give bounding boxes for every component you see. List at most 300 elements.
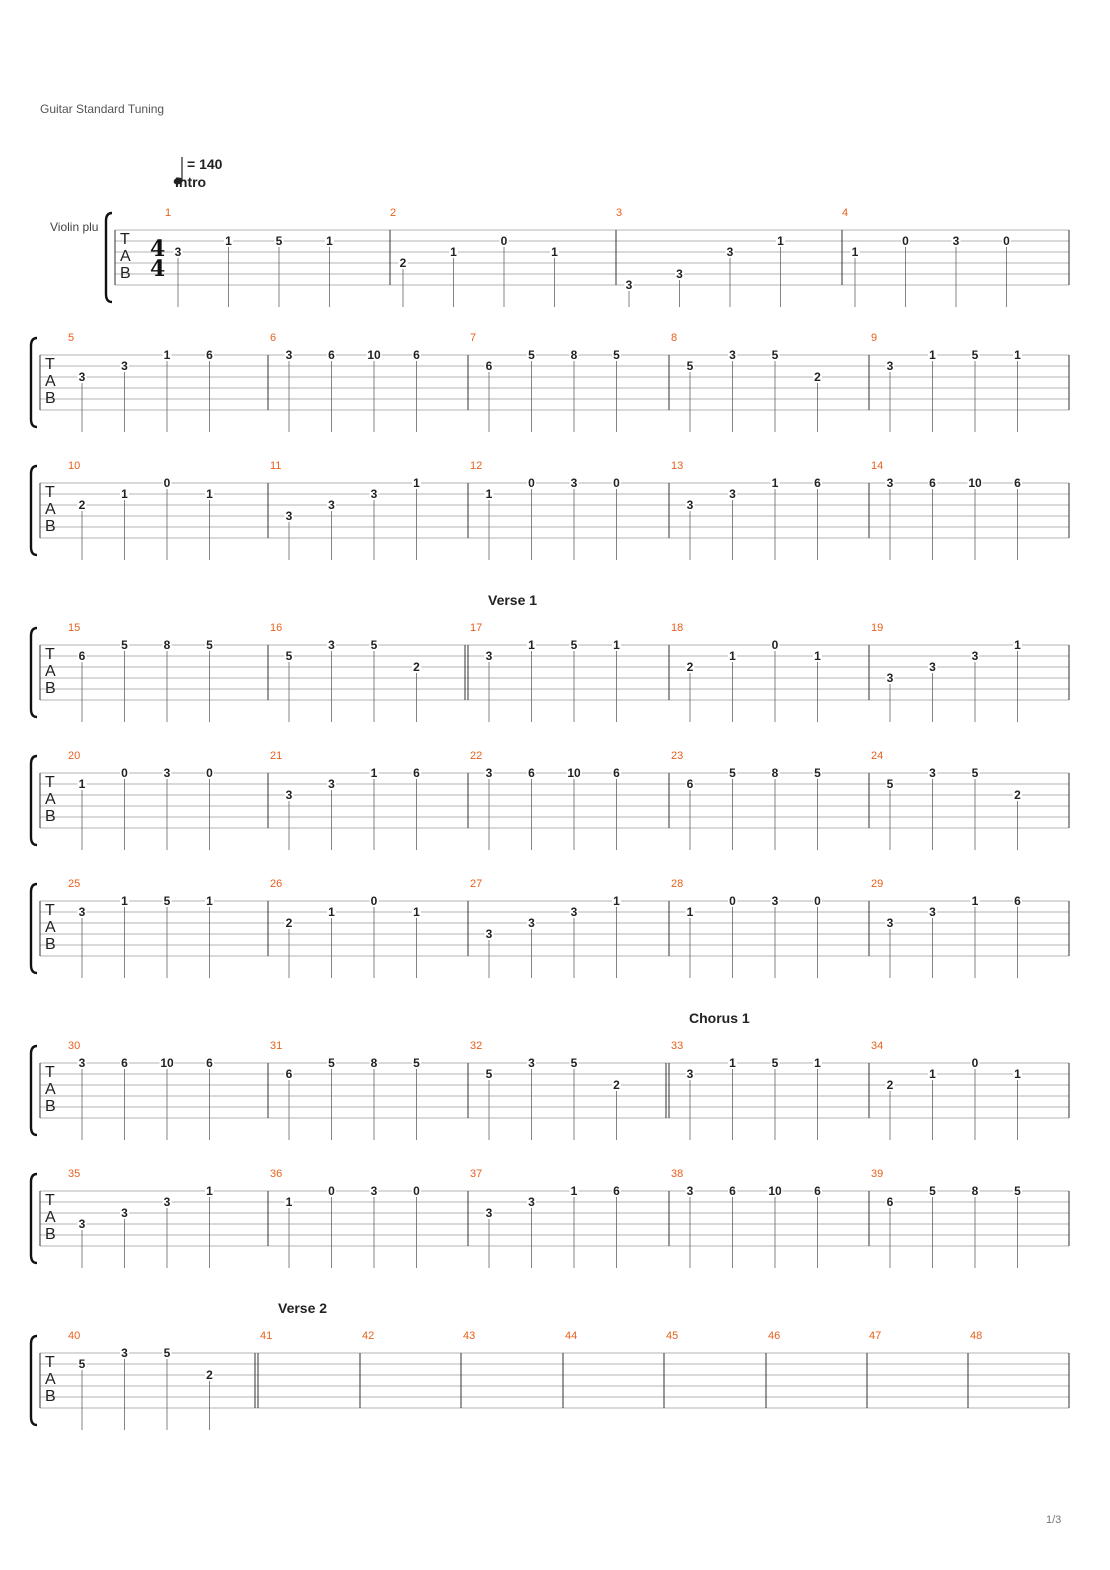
fret-number: 10 (567, 766, 581, 780)
fret-number: 5 (886, 777, 894, 791)
fret-number: 3 (78, 905, 86, 919)
tab-note (971, 649, 980, 722)
fret-number: 0 (814, 894, 821, 908)
measure-number: 10 (68, 460, 81, 472)
fret-number: 1 (328, 905, 335, 919)
tab-note (412, 348, 421, 432)
fret-number: 3 (485, 766, 493, 780)
tab-note (527, 1195, 536, 1268)
fret-number: 6 (413, 766, 420, 780)
tab-clef-letter: A (120, 248, 131, 265)
tab-note (570, 476, 579, 560)
fret-number: 2 (886, 1078, 894, 1092)
measure (968, 1330, 982, 1408)
fret-number: 1 (851, 245, 859, 259)
tab-note (325, 234, 334, 307)
tab-note (163, 638, 172, 722)
fret-number: 1 (729, 649, 736, 663)
tab-clef-letter: T (45, 1192, 55, 1209)
fret-number: 1 (285, 1195, 293, 1209)
fret-number: 5 (370, 638, 378, 652)
fret-number: 2 (78, 498, 86, 512)
fret-number: 6 (814, 1184, 821, 1198)
fret-number: 3 (285, 348, 293, 362)
fret-number: 3 (886, 476, 894, 490)
staff-system (31, 750, 1069, 850)
tab-clef-letter: B (45, 390, 56, 407)
fret-number: 5 (1014, 1184, 1021, 1198)
fret-number: 1 (570, 1184, 578, 1198)
tab-note (813, 649, 822, 722)
fret-number: 5 (413, 1056, 420, 1070)
tab-note (776, 234, 785, 307)
tab-note (163, 1195, 172, 1268)
tab-note (327, 905, 336, 978)
tab-note (163, 1346, 172, 1430)
measure (669, 332, 822, 432)
fret-number: 3 (370, 1184, 378, 1198)
measure-number: 15 (68, 622, 81, 634)
tab-note (886, 359, 895, 432)
fret-number: 10 (160, 1056, 174, 1070)
tab-note (971, 1056, 980, 1140)
fret-number: 3 (929, 905, 936, 919)
tab-note (771, 638, 780, 722)
tab-note (771, 348, 780, 432)
fret-number: 8 (163, 638, 171, 652)
tab-note (928, 348, 937, 432)
fret-number: 2 (1014, 788, 1021, 802)
tab-note (327, 348, 336, 432)
fret-number: 5 (163, 894, 171, 908)
tab-note (728, 487, 737, 560)
tab-note (886, 1078, 895, 1140)
fret-number: 1 (225, 234, 232, 248)
measure (869, 1040, 1022, 1140)
fret-number: 1 (485, 487, 493, 501)
tab-note (370, 894, 379, 978)
measure (268, 1040, 421, 1140)
tab-note (1013, 894, 1022, 978)
tab-note (285, 1195, 294, 1268)
system-bracket (31, 1174, 37, 1263)
tab-note (399, 256, 408, 307)
fret-number: 1 (771, 476, 779, 490)
tab-note (813, 370, 822, 432)
tab-clef-letter: T (120, 231, 130, 248)
fret-number: 1 (413, 476, 420, 490)
fret-number: 6 (686, 777, 694, 791)
staff-system (31, 592, 1069, 722)
fret-number: 5 (285, 649, 293, 663)
measure-number: 11 (270, 460, 282, 472)
tab-note (686, 777, 695, 850)
measure-number: 8 (671, 332, 678, 344)
tab-note (612, 1184, 621, 1268)
fret-number: 3 (528, 916, 535, 930)
tab-clef-letter: T (45, 1064, 55, 1081)
fret-number: 1 (814, 649, 821, 663)
fret-number: 3 (686, 498, 694, 512)
fret-number: 1 (370, 766, 378, 780)
tab-note (567, 766, 582, 850)
tab-note (78, 905, 87, 978)
measure-number: 37 (470, 1168, 483, 1180)
tab-clef-letter: A (45, 1081, 56, 1098)
fret-number: 1 (1014, 348, 1021, 362)
fret-number: 3 (686, 1067, 694, 1081)
tab-note (412, 660, 421, 722)
measure-number: 6 (270, 332, 277, 344)
tab-note (686, 498, 695, 560)
tab-note (78, 1056, 87, 1140)
fret-number: 10 (968, 476, 982, 490)
fret-number: 5 (686, 359, 694, 373)
tab-note (813, 894, 822, 978)
tab-note (205, 766, 214, 850)
tab-clef-letter: B (45, 1388, 56, 1405)
fret-number: 0 (413, 1184, 420, 1198)
fret-number: 3 (328, 498, 335, 512)
fret-number: 3 (121, 1346, 128, 1360)
tab-note (813, 476, 822, 560)
measure (68, 1330, 214, 1430)
measure (268, 622, 421, 722)
staff-system (31, 460, 1069, 560)
measure (68, 460, 214, 560)
measure (616, 207, 785, 307)
fret-number: 1 (777, 234, 784, 248)
tab-note (625, 278, 634, 307)
tab-note (205, 348, 214, 432)
measure-number: 46 (768, 1330, 781, 1342)
fret-number: 6 (613, 1184, 620, 1198)
tab-clef-letter: T (45, 774, 55, 791)
tab-note (851, 245, 860, 307)
tab-note (768, 1184, 783, 1268)
measure (468, 750, 621, 850)
tab-note (174, 245, 183, 307)
fret-number: 6 (1014, 894, 1021, 908)
tab-note (370, 487, 379, 560)
tab-note (163, 348, 172, 432)
fret-number: 3 (729, 348, 736, 362)
fret-number: 0 (206, 766, 213, 780)
tab-note (78, 370, 87, 432)
measure-number: 40 (68, 1330, 81, 1342)
system-bracket (31, 1046, 37, 1135)
fret-number: 3 (676, 267, 683, 281)
fret-number: 2 (686, 660, 694, 674)
tab-note (120, 1206, 129, 1268)
system-bracket (31, 628, 37, 717)
fret-number: 3 (729, 487, 736, 501)
fret-number: 6 (729, 1184, 736, 1198)
fret-number: 2 (285, 916, 293, 930)
tab-note (570, 1184, 579, 1268)
tab-note (570, 348, 579, 432)
tab-note (728, 348, 737, 432)
fret-number: 3 (929, 660, 936, 674)
measure-number: 25 (68, 878, 81, 890)
tab-clef-letter: B (45, 1098, 56, 1115)
fret-number: 6 (1014, 476, 1021, 490)
measure (869, 622, 1022, 722)
tab-note (78, 1217, 87, 1268)
tab-note (285, 788, 294, 850)
fret-number: 2 (613, 1078, 620, 1092)
fret-number: 2 (206, 1368, 213, 1382)
measure-number: 45 (666, 1330, 679, 1342)
measure (867, 1330, 881, 1408)
measure-number: 18 (671, 622, 684, 634)
tab-note (1013, 638, 1022, 722)
fret-number: 1 (163, 348, 171, 362)
fret-number: 3 (163, 1195, 171, 1209)
measure-number: 35 (68, 1168, 81, 1180)
measure (268, 750, 421, 850)
fret-number: 0 (729, 894, 736, 908)
measure (268, 332, 421, 432)
tab-clef-letter: B (120, 265, 131, 282)
tab-note (285, 649, 294, 722)
tab-note (1013, 788, 1022, 850)
tab-note (485, 1067, 494, 1140)
fret-number: 0 (500, 234, 508, 248)
fret-number: 6 (206, 1056, 213, 1070)
tab-note (78, 498, 87, 560)
section-label: Verse 2 (278, 1300, 328, 1316)
tab-note (527, 1056, 536, 1140)
tab-note (485, 359, 494, 432)
time-signature-bottom: 4 (150, 256, 166, 282)
tab-note (412, 476, 421, 560)
tab-note (612, 766, 621, 850)
system-bracket (31, 466, 37, 555)
staff-system (31, 1010, 1069, 1140)
measure (842, 207, 1011, 307)
fret-number: 5 (78, 1357, 86, 1371)
fret-number: 0 (771, 638, 779, 652)
section-label: Intro (175, 174, 207, 190)
tab-note (771, 894, 780, 978)
fret-number: 6 (328, 348, 335, 362)
fret-number: 2 (413, 660, 420, 674)
fret-number: 3 (121, 359, 128, 373)
tab-note (163, 894, 172, 978)
tab-note (327, 1184, 336, 1268)
tab-note (813, 766, 822, 850)
tab-note (728, 649, 737, 722)
tab-clef-letter: A (45, 919, 56, 936)
tab-clef-letter: T (45, 356, 55, 373)
fret-number: 3 (886, 671, 894, 685)
tab-clef-letter: B (45, 936, 56, 953)
fret-number: 5 (771, 348, 779, 362)
measure (869, 1168, 1022, 1268)
fret-number: 5 (929, 1184, 936, 1198)
tab-note (928, 660, 937, 722)
fret-number: 3 (163, 766, 171, 780)
fret-number: 1 (686, 905, 694, 919)
measure (468, 332, 621, 432)
tab-clef-letter: T (45, 1354, 55, 1371)
fret-number: 5 (971, 766, 979, 780)
page-title: Guitar Standard Tuning (40, 102, 165, 116)
fret-number: 6 (528, 766, 535, 780)
fret-number: 0 (1003, 234, 1010, 248)
fret-number: 1 (206, 894, 213, 908)
measure-number: 42 (362, 1330, 375, 1342)
fret-number: 1 (206, 487, 213, 501)
fret-number: 3 (285, 788, 293, 802)
tab-note (1013, 476, 1022, 560)
staff-system (106, 174, 1069, 307)
fret-number: 5 (814, 766, 821, 780)
tab-note (928, 476, 937, 560)
system-bracket (31, 756, 37, 845)
measure (268, 1168, 421, 1268)
measure-number: 12 (470, 460, 483, 472)
fret-number: 0 (971, 1056, 979, 1070)
tab-note (1013, 1067, 1022, 1140)
tab-clef-letter: A (45, 501, 56, 518)
fret-number: 6 (413, 348, 420, 362)
tab-note (612, 638, 621, 722)
tab-note (971, 894, 980, 978)
tab-note (570, 638, 579, 722)
tab-note (205, 638, 214, 722)
tab-note (928, 766, 937, 850)
measure-number: 14 (871, 460, 884, 472)
tab-note (686, 905, 695, 978)
measure-number: 2 (390, 207, 397, 219)
fret-number: 0 (328, 1184, 335, 1198)
measure (390, 207, 559, 307)
tab-note (449, 245, 458, 307)
tab-note (205, 1184, 214, 1268)
measure-number: 39 (871, 1168, 884, 1180)
measure (68, 878, 214, 978)
measure (68, 750, 214, 850)
measure (869, 878, 1022, 978)
time-signature-top: 4 (150, 236, 166, 262)
tab-note (120, 766, 129, 850)
fret-number: 3 (625, 278, 633, 292)
fret-number: 5 (570, 1056, 578, 1070)
measure (766, 1330, 780, 1408)
measure-number: 36 (270, 1168, 283, 1180)
tab-note (120, 1346, 129, 1430)
measure-number: 21 (270, 750, 283, 762)
measure-number: 7 (470, 332, 477, 344)
tab-note (813, 1184, 822, 1268)
fret-number: 1 (1014, 1067, 1021, 1081)
fret-number: 6 (206, 348, 213, 362)
fret-number: 3 (952, 234, 960, 248)
tab-note (570, 1056, 579, 1140)
measure (666, 1010, 822, 1140)
tab-note (412, 905, 421, 978)
tab-note (686, 1067, 695, 1140)
fret-number: 8 (771, 766, 779, 780)
tab-note (527, 476, 536, 560)
tab-note (886, 1195, 895, 1268)
fret-number: 1 (326, 234, 333, 248)
tab-note (370, 1184, 379, 1268)
fret-number: 1 (613, 894, 620, 908)
fret-number: 3 (686, 1184, 694, 1198)
fret-number: 3 (78, 370, 86, 384)
measure (268, 878, 421, 978)
fret-number: 0 (902, 234, 909, 248)
fret-number: 10 (367, 348, 381, 362)
measure-number: 31 (270, 1040, 283, 1052)
measure (468, 460, 621, 560)
tab-note (370, 766, 379, 850)
tab-note (163, 476, 172, 560)
tab-note (971, 766, 980, 850)
tab-note (971, 1184, 980, 1268)
tab-note (163, 766, 172, 850)
measure (563, 1330, 577, 1408)
fret-number: 1 (121, 487, 128, 501)
fret-number: 5 (729, 766, 736, 780)
fret-number: 3 (771, 894, 779, 908)
staff-system (31, 1168, 1069, 1268)
measure-number: 43 (463, 1330, 476, 1342)
tab-note (500, 234, 509, 307)
tab-note (285, 916, 294, 978)
tab-note (686, 1184, 695, 1268)
tab-note (205, 894, 214, 978)
fret-number: 0 (613, 476, 620, 490)
tab-note (971, 348, 980, 432)
fret-number: 5 (206, 638, 213, 652)
measure-number: 9 (871, 332, 878, 344)
fret-number: 5 (528, 348, 535, 362)
tab-note (886, 476, 895, 560)
tab-note (968, 476, 983, 560)
tab-note (275, 234, 284, 307)
fret-number: 3 (485, 927, 493, 941)
measure-number: 27 (470, 878, 483, 890)
tab-note (205, 487, 214, 560)
fret-number: 3 (174, 245, 182, 259)
measure (669, 1168, 822, 1268)
tab-note (728, 894, 737, 978)
fret-number: 6 (929, 476, 936, 490)
tab-note (120, 487, 129, 560)
tab-note (485, 927, 494, 978)
tab-note (1002, 234, 1011, 307)
fret-number: 3 (570, 476, 578, 490)
measure (468, 878, 621, 978)
tab-note (612, 476, 621, 560)
tab-note (285, 509, 294, 560)
tab-note (327, 498, 336, 560)
tab-clef-letter: B (45, 1226, 56, 1243)
section-label: Verse 1 (488, 592, 538, 608)
fret-number: 5 (613, 348, 620, 362)
tab-note (928, 1184, 937, 1268)
tab-note (728, 1056, 737, 1140)
fret-number: 1 (450, 245, 457, 259)
fret-number: 5 (328, 1056, 335, 1070)
fret-number: 6 (814, 476, 821, 490)
measure-number: 17 (470, 622, 483, 634)
fret-number: 6 (121, 1056, 128, 1070)
